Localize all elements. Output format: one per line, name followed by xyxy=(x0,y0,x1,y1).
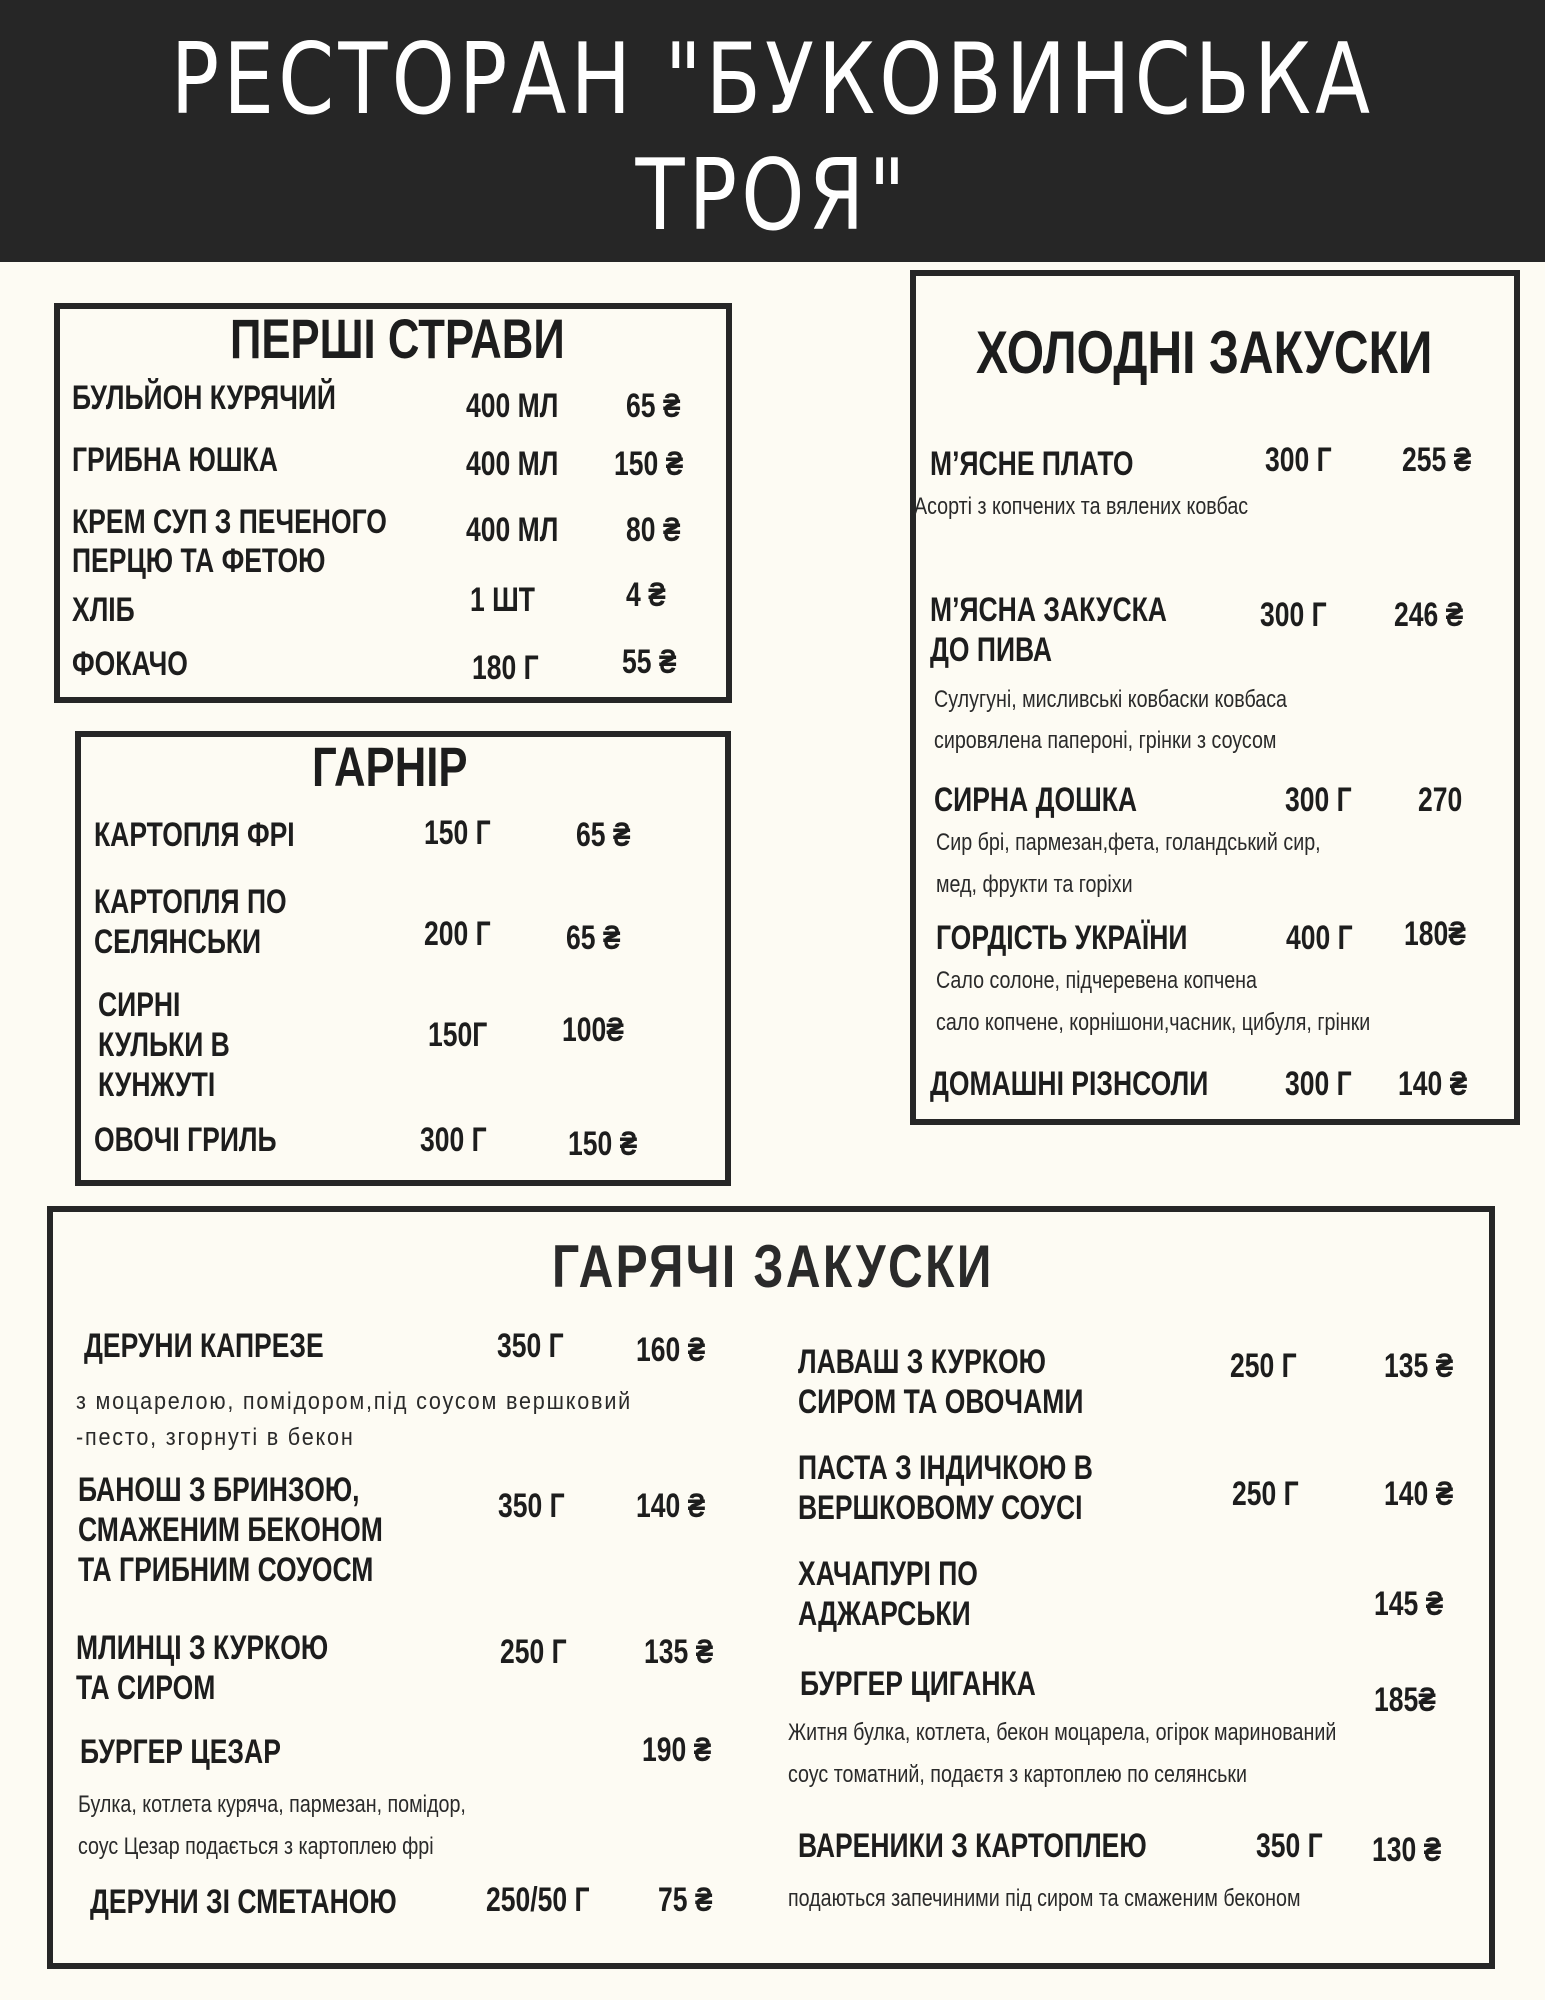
item-name: КУНЖУТІ xyxy=(98,1066,216,1104)
menu-header xyxy=(0,0,1545,262)
item-name: МЛИНЦІ З КУРКОЮ xyxy=(76,1629,329,1667)
item-weight: 250 Г xyxy=(500,1633,567,1671)
restaurant-title-line2: ТРОЯ" xyxy=(635,139,910,253)
item-price: 150 ₴ xyxy=(568,1125,638,1163)
item-name: ПЕРЦЮ ТА ФЕТОЮ xyxy=(72,542,326,580)
item-description: сало копчене, корнішони,часник, цибуля, грінки xyxy=(936,1009,1371,1036)
item-name: ХЛІБ xyxy=(72,591,135,629)
restaurant-title xyxy=(139,22,1406,254)
item-name: ДО ПИВА xyxy=(930,631,1052,669)
item-price: 75 ₴ xyxy=(658,1881,713,1919)
item-name: ТА СИРОМ xyxy=(76,1669,216,1707)
item-description: Сир брі, пармезан,фета, голандський сир, xyxy=(936,829,1321,856)
item-price: 55 ₴ xyxy=(622,643,677,681)
item-description: сировялена папероні, грінки з соусом xyxy=(934,727,1277,754)
item-price: 65 ₴ xyxy=(566,919,621,957)
item-name: КАРТОПЛЯ ПО xyxy=(94,883,287,921)
item-price: 160 ₴ xyxy=(636,1331,706,1369)
item-weight: 300 Г xyxy=(1285,1065,1352,1103)
item-name: ФОКАЧО xyxy=(72,645,188,683)
item-name: БУРГЕР ЦИГАНКА xyxy=(800,1665,1036,1703)
item-description: Асорті з копчених та вялених ковбас xyxy=(914,493,1249,520)
item-weight: 400 Г xyxy=(1286,919,1353,957)
item-weight: 350 Г xyxy=(498,1487,565,1525)
item-weight: 300 Г xyxy=(1285,781,1352,819)
item-name: ОВОЧІ ГРИЛЬ xyxy=(94,1121,277,1159)
hot-appetizers-title: ГАРЯЧІ ЗАКУСКИ xyxy=(552,1233,994,1300)
item-description: подаються запечиними під сиром та смаженим беконом xyxy=(788,1885,1301,1912)
item-price: 255 ₴ xyxy=(1402,441,1472,479)
item-price: 130 ₴ xyxy=(1372,1831,1442,1869)
cold-appetizers-title: ХОЛОДНІ ЗАКУСКИ xyxy=(976,319,1433,386)
item-description: з моцарелою, помідором,під соусом вершковий xyxy=(76,1388,633,1415)
item-weight: 150Г xyxy=(428,1016,488,1054)
item-price: 135 ₴ xyxy=(644,1633,714,1671)
item-price: 4 ₴ xyxy=(626,576,666,614)
item-name: СИРОМ ТА ОВОЧАМИ xyxy=(798,1383,1084,1421)
item-weight: 250/50 Г xyxy=(486,1881,590,1919)
item-weight: 180 Г xyxy=(472,649,539,687)
item-description: -песто, згорнуті в бекон xyxy=(76,1424,355,1451)
item-description: Сало солоне, підчеревена копчена xyxy=(936,967,1257,994)
item-name: ВАРЕНИКИ З КАРТОПЛЕЮ xyxy=(798,1827,1147,1865)
item-name: БУРГЕР ЦЕЗАР xyxy=(80,1733,281,1771)
item-name: ЛАВАШ З КУРКОЮ xyxy=(798,1343,1046,1381)
item-weight: 400 МЛ xyxy=(466,445,559,483)
item-description: Булка, котлета куряча, пармезан, помідор, xyxy=(78,1791,466,1818)
item-price: 65 ₴ xyxy=(576,816,631,854)
item-weight: 300 Г xyxy=(420,1121,487,1159)
item-weight: 400 МЛ xyxy=(466,387,559,425)
item-weight: 300 Г xyxy=(1265,441,1332,479)
item-price: 135 ₴ xyxy=(1384,1347,1454,1385)
item-price: 180₴ xyxy=(1404,915,1466,953)
item-name: БУЛЬЙОН КУРЯЧИЙ xyxy=(72,379,336,417)
item-price: 190 ₴ xyxy=(642,1731,712,1769)
item-name: СЕЛЯНСЬКИ xyxy=(94,923,262,961)
item-name: ГРИБНА ЮШКА xyxy=(72,441,278,479)
item-name: ДЕРУНИ КАПРЕЗЕ xyxy=(84,1327,324,1365)
item-description: соус Цезар подається з картоплею фрі xyxy=(78,1833,434,1860)
item-weight: 150 Г xyxy=(424,814,491,852)
item-weight: 1 ШТ xyxy=(470,581,535,619)
restaurant-title-line1: РЕСТОРАН "БУКОВИНСЬКА xyxy=(170,23,1375,137)
item-price: 145 ₴ xyxy=(1374,1585,1444,1623)
item-name: М’ЯСНА ЗАКУСКА xyxy=(930,591,1167,629)
item-weight: 400 МЛ xyxy=(466,511,559,549)
item-price: 150 ₴ xyxy=(614,445,684,483)
item-name: ГОРДІСТЬ УКРАЇНИ xyxy=(936,919,1188,957)
item-price: 80 ₴ xyxy=(626,511,681,549)
item-weight: 350 Г xyxy=(497,1327,564,1365)
item-name: АДЖАРСЬКИ xyxy=(798,1595,971,1633)
item-price: 246 ₴ xyxy=(1394,596,1464,634)
item-weight: 250 Г xyxy=(1230,1347,1297,1385)
item-name: БАНОШ З БРИНЗОЮ, xyxy=(78,1471,360,1509)
item-name: КРЕМ СУП З ПЕЧЕНОГО xyxy=(72,503,387,541)
item-name: СИРНА ДОШКА xyxy=(934,781,1138,819)
item-description: мед, фрукти та горіхи xyxy=(936,871,1133,898)
item-price: 100₴ xyxy=(562,1011,624,1049)
side-dishes-title: ГАРНІР xyxy=(312,735,468,798)
item-name: ПАСТА З ІНДИЧКОЮ В xyxy=(798,1449,1093,1487)
item-weight: 200 Г xyxy=(424,915,491,953)
item-name: СИРНІ xyxy=(98,986,181,1024)
item-weight: 250 Г xyxy=(1232,1475,1299,1513)
item-price: 65 ₴ xyxy=(626,387,681,425)
item-weight: 300 Г xyxy=(1260,596,1327,634)
item-description: соус томатний, подаєтя з картоплею по селянськи xyxy=(788,1761,1248,1788)
item-price: 140 ₴ xyxy=(1398,1065,1468,1103)
item-name: М’ЯСНЕ ПЛАТО xyxy=(930,445,1134,483)
item-name: ТА ГРИБНИМ СОУОСМ xyxy=(78,1551,374,1589)
item-price: 185₴ xyxy=(1374,1681,1436,1719)
item-name: ДОМАШНІ РІЗНСОЛИ xyxy=(930,1065,1209,1103)
item-name: ДЕРУНИ ЗІ СМЕТАНОЮ xyxy=(90,1883,397,1921)
item-price: 140 ₴ xyxy=(1384,1475,1454,1513)
item-price: 140 ₴ xyxy=(636,1487,706,1525)
item-name: КУЛЬКИ В xyxy=(98,1026,230,1064)
item-name: ВЕРШКОВОМУ СОУСІ xyxy=(798,1489,1083,1527)
item-description: Житня булка, котлета, бекон моцарела, огірок маринований xyxy=(788,1719,1337,1746)
item-description: Сулугуні, мисливські ковбаски ковбаса xyxy=(934,686,1288,713)
first-courses-title: ПЕРШІ СТРАВИ xyxy=(230,307,565,370)
item-name: КАРТОПЛЯ ФРІ xyxy=(94,816,295,854)
item-name: СМАЖЕНИМ БЕКОНОМ xyxy=(78,1511,383,1549)
item-name: ХАЧАПУРІ ПО xyxy=(798,1555,978,1593)
item-weight: 350 Г xyxy=(1256,1827,1323,1865)
item-price: 270 xyxy=(1418,781,1463,819)
